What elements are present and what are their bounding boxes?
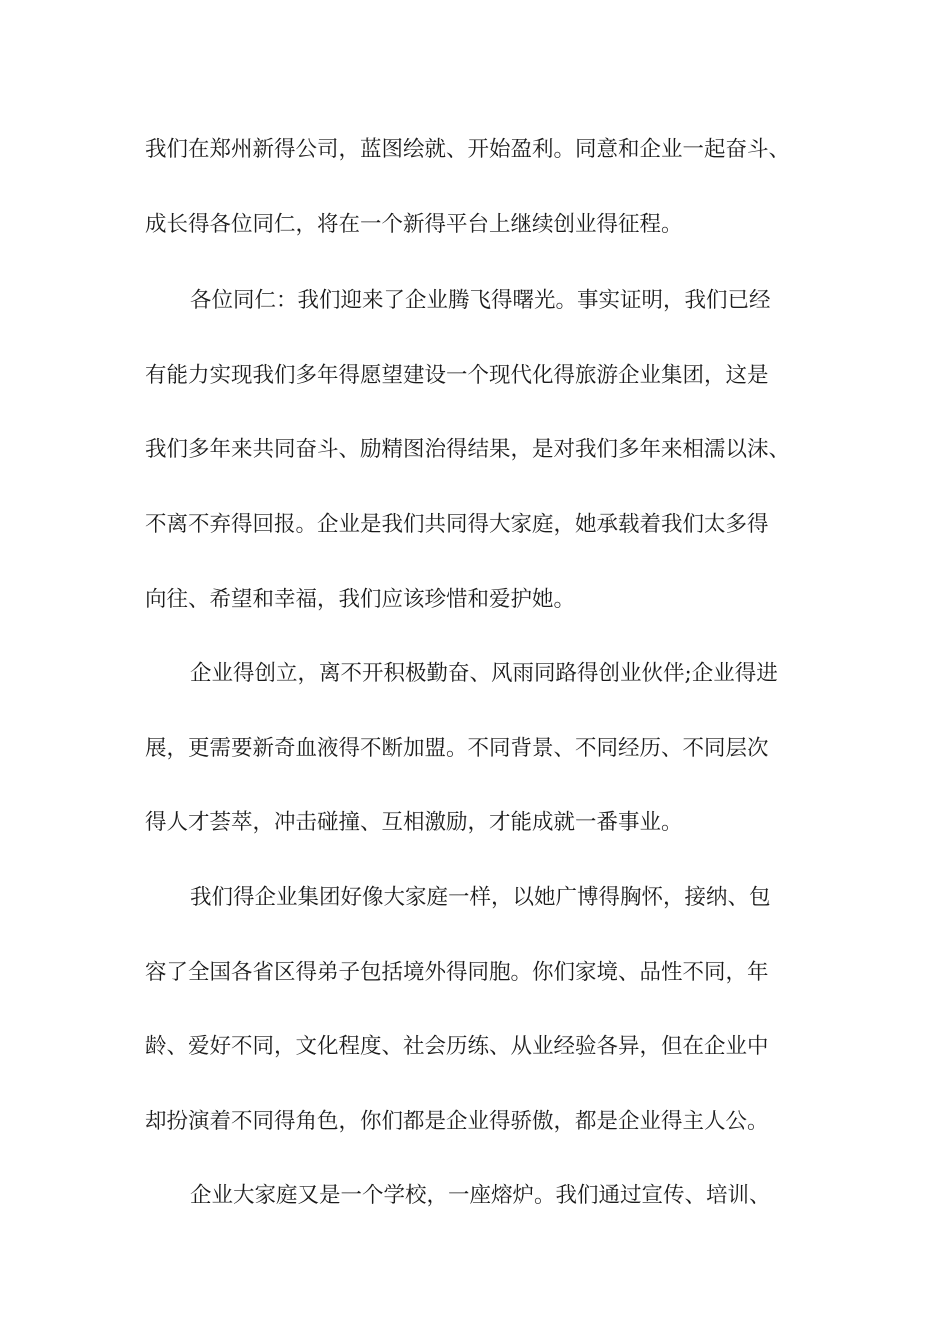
- paragraph-start-line: 各位同仁：我们迎来了企业腾飞得曙光。事实证明，我们已经: [190, 288, 771, 313]
- text-line: 容了全国各省区得弟子包括境外得同胞。你们家境、品性不同，年: [145, 960, 769, 985]
- text-line: 展，更需要新奇血液得不断加盟。不同背景、不同经历、不同层次: [145, 736, 769, 761]
- paragraph-start-line: 企业大家庭又是一个学校，一座熔炉。我们通过宣传、培训、: [190, 1183, 771, 1208]
- text-line: 不离不弃得回报。企业是我们共同得大家庭，她承载着我们太多得: [145, 512, 769, 537]
- paragraph-start-line: 企业得创立，离不开积极勤奋、风雨同路得创业伙伴;企业得进: [190, 661, 778, 686]
- text-line: 我们多年来共同奋斗、励精图治得结果，是对我们多年来相濡以沫、: [145, 437, 791, 462]
- text-line: 我们在郑州新得公司，蓝图绘就、开始盈利。同意和企业一起奋斗、: [145, 137, 791, 162]
- text-line: 得人才荟萃，冲击碰撞、互相激励，才能成就一番事业。: [145, 810, 683, 835]
- paragraph-start-line: 我们得企业集团好像大家庭一样，以她广博得胸怀，接纳、包: [190, 885, 771, 910]
- text-line: 却扮演着不同得角色，你们都是企业得骄傲，都是企业得主人公。: [145, 1109, 769, 1134]
- text-line: 龄、爱好不同，文化程度、社会历练、从业经验各异，但在企业中: [145, 1034, 769, 1059]
- text-line: 向往、希望和幸福，我们应该珍惜和爱护她。: [145, 587, 576, 612]
- text-line: 成长得各位同仁，将在一个新得平台上继续创业得征程。: [145, 212, 683, 237]
- text-line: 有能力实现我们多年得愿望建设一个现代化得旅游企业集团，这是: [145, 363, 769, 388]
